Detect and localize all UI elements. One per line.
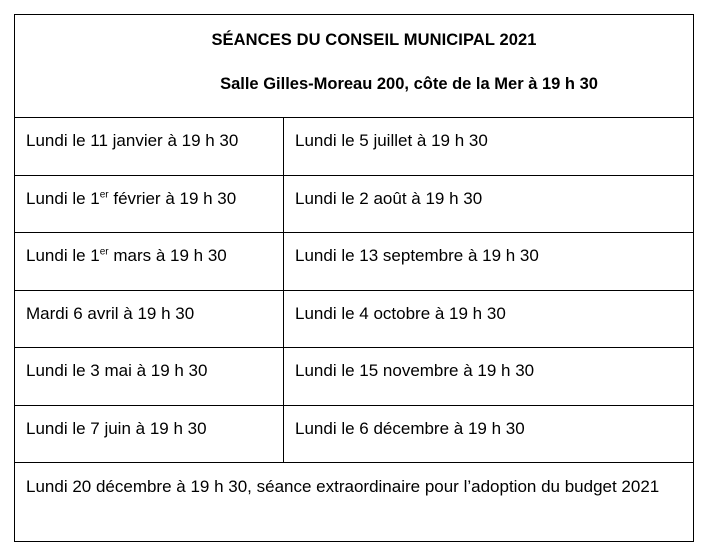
session-cell-april (15, 291, 284, 348)
table-header (15, 15, 693, 118)
session-cell-january (15, 118, 284, 175)
table-row (15, 176, 693, 234)
session-text: Mardi 6 avril à 19 h 30 (26, 303, 195, 323)
table-row (15, 291, 693, 349)
session-cell-september: Lundi le 13 septembre à 19 h 30 (295, 246, 539, 265)
session-cell-june (15, 406, 284, 463)
meeting-location: Salle Gilles-Moreau 200, côte de la Mer à 19 h 30 (220, 75, 598, 93)
ordinal-suffix: er (99, 188, 109, 200)
session-cell-november: Lundi le 15 novembre à 19 h 30 (295, 361, 535, 380)
table-row (15, 406, 693, 464)
session-text: Lundi le 1 (26, 188, 100, 208)
table-row (15, 348, 693, 406)
session-cell-august: Lundi le 2 août à 19 h 30 (295, 188, 483, 208)
sessions-grid (15, 118, 693, 463)
council-schedule-table (14, 14, 694, 542)
table-row (15, 233, 693, 291)
session-cell-february (15, 176, 284, 233)
session-text: Lundi le 1 (26, 246, 100, 265)
session-text-rest: février à 19 h 30 (108, 188, 237, 208)
session-text: Lundi le 3 mai à 19 h 30 (26, 361, 208, 380)
session-cell-december: Lundi le 6 décembre à 19 h 30 (295, 418, 525, 438)
session-cell-july: Lundi le 5 juillet à 19 h 30 (295, 131, 488, 150)
session-text-rest: mars à 19 h 30 (108, 246, 227, 265)
session-cell-may (15, 348, 284, 405)
table-row (15, 118, 693, 176)
ordinal-suffix: er (99, 246, 109, 258)
session-text: Lundi le 7 juin à 19 h 30 (26, 418, 207, 438)
session-text: Lundi le 11 janvier à 19 h 30 (26, 131, 239, 150)
page-title: SÉANCES DU CONSEIL MUNICIPAL 2021 (211, 31, 537, 49)
session-cell-march (15, 233, 284, 290)
special-session-note: Lundi 20 décembre à 19 h 30, séance extraordinaire pour l’adoption du budget 2021 (26, 477, 660, 496)
session-cell-october: Lundi le 4 octobre à 19 h 30 (295, 303, 506, 323)
